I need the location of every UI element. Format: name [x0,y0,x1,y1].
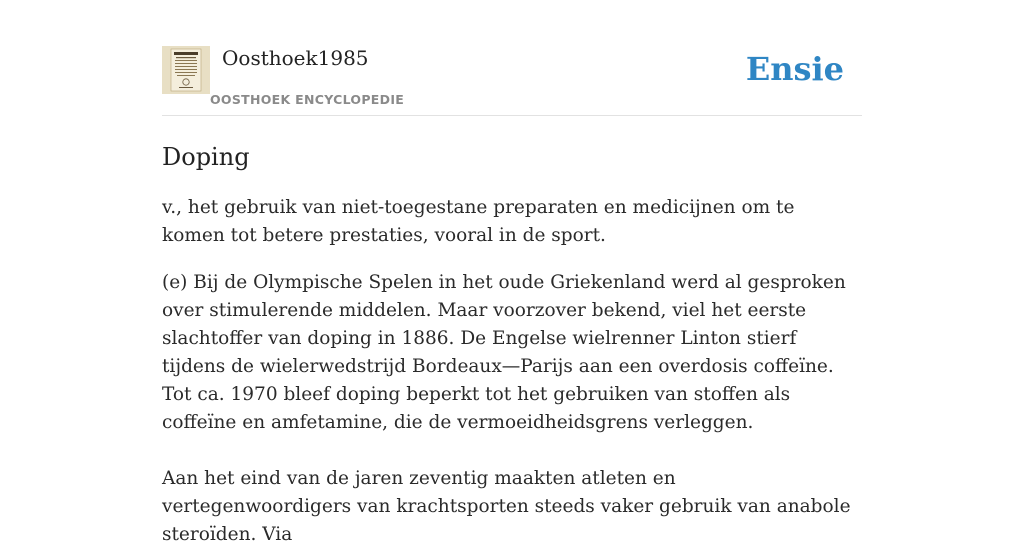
article-paragraph: Aan het eind van de jaren zeventig maakten atleten en vertegenwoordigers van krachtsporten steeds vaker gebruik van anabole steroïden. Via [162,468,851,545]
source-header [162,0,862,116]
source-subtitle[interactable]: OOSTHOEK ENCYCLOPEDIE [210,92,405,107]
source-avatar[interactable] [162,46,210,94]
source-name-link[interactable]: Oosthoek1985 [222,46,369,70]
article-title: Doping [162,143,250,171]
article-paragraph: (e) Bij de Olympische Spelen in het oude Griekenland werd al gesproken over stimulerende middelen. Maar voorzover bekend, viel het eerste slachtoffer van doping in 1886. De Engelse wielrenner Linton stierf tijdens de wielerwedstrijd Bordeaux—Parijs aan een overdosis coffeïne. Tot ca. 1970 bleef doping beperkt tot het gebruiken van stoffen als coffeïne en amfetamine, die de vermoeidheidsgrens verleggen. [162,272,846,433]
page [162,0,862,545]
encyclopedia-title-page-icon [162,46,210,94]
brand-logo[interactable]: Ensie [745,50,844,88]
article-paragraph: v., het gebruik van niet-toegestane preparaten en medicijnen om te komen tot betere prestaties, vooral in de sport. [162,197,795,246]
